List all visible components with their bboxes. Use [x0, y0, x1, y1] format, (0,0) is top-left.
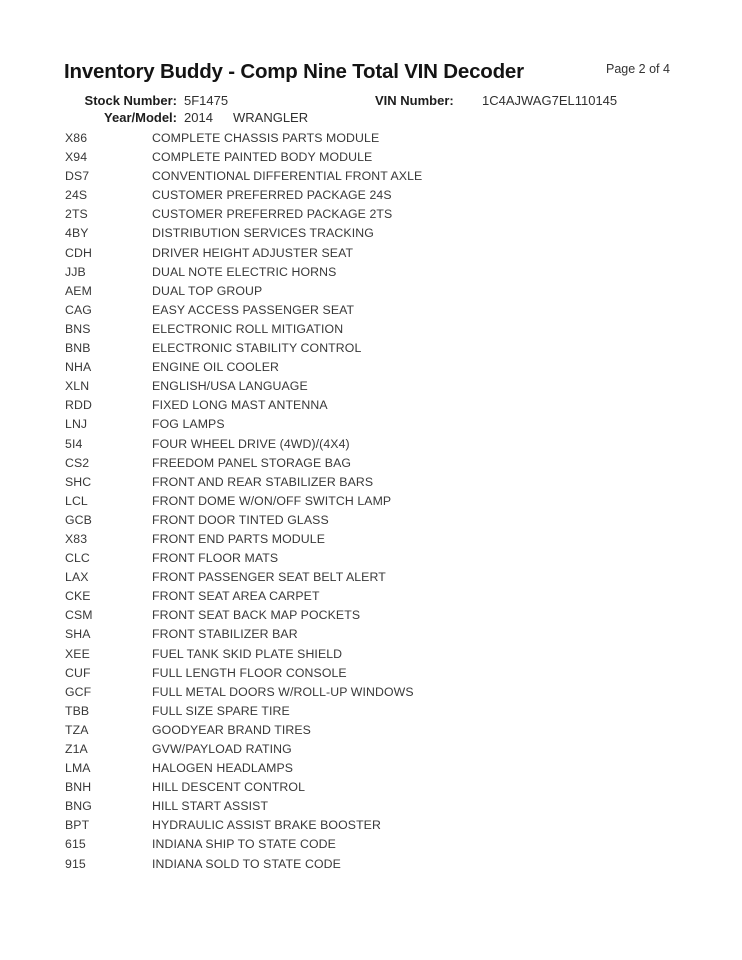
code-row — [65, 625, 422, 644]
code-cell: 615 — [65, 837, 86, 852]
code-row — [65, 721, 422, 740]
code-cell: CS2 — [65, 455, 90, 470]
code-row — [65, 186, 422, 205]
description-cell: FRONT DOME W/ON/OFF SWITCH LAMP — [152, 493, 392, 508]
code-row — [65, 282, 422, 301]
description-cell: ENGINE OIL COOLER — [152, 360, 279, 375]
code-row — [65, 759, 422, 778]
code-row — [65, 702, 422, 721]
description-cell: FUEL TANK SKID PLATE SHIELD — [152, 646, 343, 661]
code-cell: BNG — [65, 799, 92, 814]
code-cell: CUF — [65, 665, 91, 680]
code-row — [65, 415, 422, 434]
description-cell: CONVENTIONAL DIFFERENTIAL FRONT AXLE — [152, 169, 423, 184]
description-cell: HALOGEN HEADLAMPS — [152, 761, 294, 776]
code-row — [65, 835, 422, 854]
code-row — [65, 606, 422, 625]
code-row — [65, 301, 422, 320]
code-cell: CKE — [65, 589, 91, 604]
description-cell: FRONT PASSENGER SEAT BELT ALERT — [152, 570, 386, 585]
vin-number-value: 1C4AJWAG7EL110145 — [482, 93, 618, 108]
description-cell: INDIANA SOLD TO STATE CODE — [152, 856, 341, 871]
code-cell: TZA — [65, 722, 89, 737]
code-row — [65, 778, 422, 797]
description-cell: DUAL TOP GROUP — [152, 283, 263, 298]
code-row — [65, 224, 422, 243]
code-cell: 2TS — [65, 207, 88, 222]
codes-list — [65, 129, 422, 874]
code-row — [65, 511, 422, 530]
description-cell: ELECTRONIC ROLL MITIGATION — [152, 321, 344, 336]
description-cell: FRONT SEAT AREA CARPET — [152, 589, 320, 604]
model-value: WRANGLER — [233, 110, 309, 125]
code-row — [65, 244, 422, 263]
code-row — [65, 435, 422, 454]
code-cell: X83 — [65, 531, 88, 546]
code-row — [65, 473, 422, 492]
year-model-label: Year/Model: — [104, 110, 177, 125]
description-cell: FULL METAL DOORS W/ROLL-UP WINDOWS — [152, 684, 414, 699]
code-cell: JJB — [65, 264, 86, 279]
vin-number-label: VIN Number: — [375, 93, 454, 108]
code-row — [65, 263, 422, 282]
description-cell: HILL START ASSIST — [152, 799, 269, 814]
description-cell: HYDRAULIC ASSIST BRAKE BOOSTER — [152, 818, 381, 833]
code-cell: GCB — [65, 512, 92, 527]
code-cell: BNS — [65, 321, 91, 336]
code-row — [65, 816, 422, 835]
report-title: Inventory Buddy - Comp Nine Total VIN Decoder — [64, 60, 524, 83]
code-cell: LNJ — [65, 417, 88, 432]
description-cell: ENGLISH/USA LANGUAGE — [152, 379, 308, 394]
code-cell: CDH — [65, 245, 92, 260]
code-cell: BNB — [65, 341, 91, 356]
code-cell: XEE — [65, 646, 90, 661]
code-cell: NHA — [65, 360, 92, 375]
description-cell: GOODYEAR BRAND TIRES — [152, 722, 311, 737]
description-cell: FRONT SEAT BACK MAP POCKETS — [152, 608, 361, 623]
code-cell: SHC — [65, 474, 92, 489]
description-cell: FRONT AND REAR STABILIZER BARS — [152, 474, 374, 489]
description-cell: FRONT FLOOR MATS — [152, 551, 279, 566]
code-cell: GCF — [65, 684, 92, 699]
code-cell: XLN — [65, 379, 90, 394]
code-row — [65, 664, 422, 683]
code-cell: 5I4 — [65, 436, 83, 451]
code-cell: BPT — [65, 818, 90, 833]
code-cell: 4BY — [65, 226, 89, 241]
description-cell: FREEDOM PANEL STORAGE BAG — [152, 455, 352, 470]
year-value: 2014 — [184, 110, 213, 125]
code-row — [65, 683, 422, 702]
description-cell: GVW/PAYLOAD RATING — [152, 742, 292, 756]
description-cell: COMPLETE CHASSIS PARTS MODULE — [152, 131, 380, 145]
description-cell: FULL LENGTH FLOOR CONSOLE — [152, 665, 347, 680]
code-row — [65, 148, 422, 167]
code-row — [65, 377, 422, 396]
code-cell: 915 — [65, 856, 86, 871]
code-row — [65, 129, 422, 148]
code-row — [65, 492, 422, 511]
description-cell: ELECTRONIC STABILITY CONTROL — [152, 341, 362, 356]
description-cell: COMPLETE PAINTED BODY MODULE — [152, 150, 373, 165]
code-row — [65, 797, 422, 816]
code-cell: 24S — [65, 188, 88, 203]
code-row — [65, 396, 422, 415]
description-cell: FRONT DOOR TINTED GLASS — [152, 512, 329, 527]
code-row — [65, 530, 422, 549]
stock-number-label: Stock Number: — [84, 93, 177, 108]
page-number: Page 2 of 4 — [606, 62, 670, 76]
description-cell: DISTRIBUTION SERVICES TRACKING — [152, 226, 374, 241]
code-row — [65, 320, 422, 339]
description-cell: INDIANA SHIP TO STATE CODE — [152, 837, 336, 852]
code-cell: CSM — [65, 608, 93, 623]
code-row — [65, 454, 422, 473]
description-cell: FULL SIZE SPARE TIRE — [152, 703, 290, 718]
code-cell: DS7 — [65, 169, 90, 184]
code-cell: X86 — [65, 131, 88, 145]
code-row — [65, 645, 422, 664]
code-cell: CLC — [65, 551, 90, 566]
code-cell: SHA — [65, 627, 91, 642]
code-cell: AEM — [65, 283, 92, 298]
code-cell: LCL — [65, 493, 88, 508]
code-row — [65, 358, 422, 377]
code-row — [65, 740, 422, 759]
description-cell: FOG LAMPS — [152, 417, 225, 432]
description-cell: DUAL NOTE ELECTRIC HORNS — [152, 264, 337, 279]
code-cell: BNH — [65, 780, 92, 795]
code-cell: TBB — [65, 703, 90, 718]
description-cell: DRIVER HEIGHT ADJUSTER SEAT — [152, 245, 354, 260]
code-row — [65, 167, 422, 186]
code-cell: RDD — [65, 398, 92, 413]
code-row — [65, 549, 422, 568]
description-cell: FOUR WHEEL DRIVE (4WD)/(4X4) — [152, 436, 350, 451]
description-cell: FRONT STABILIZER BAR — [152, 627, 298, 642]
code-cell: LAX — [65, 570, 89, 585]
description-cell: FIXED LONG MAST ANTENNA — [152, 398, 328, 413]
code-row — [65, 855, 422, 874]
code-row — [65, 339, 422, 358]
description-cell: HILL DESCENT CONTROL — [152, 780, 306, 795]
code-cell: X94 — [65, 150, 88, 165]
code-cell: LMA — [65, 761, 91, 776]
code-cell: Z1A — [65, 742, 88, 756]
code-row — [65, 587, 422, 606]
description-cell: EASY ACCESS PASSENGER SEAT — [152, 302, 355, 317]
stock-number-value: 5F1475 — [184, 93, 229, 108]
code-cell: CAG — [65, 302, 92, 317]
description-cell: CUSTOMER PREFERRED PACKAGE 2TS — [152, 207, 393, 222]
description-cell: CUSTOMER PREFERRED PACKAGE 24S — [152, 188, 392, 203]
code-row — [65, 205, 422, 224]
description-cell: FRONT END PARTS MODULE — [152, 531, 326, 546]
code-row — [65, 568, 422, 587]
